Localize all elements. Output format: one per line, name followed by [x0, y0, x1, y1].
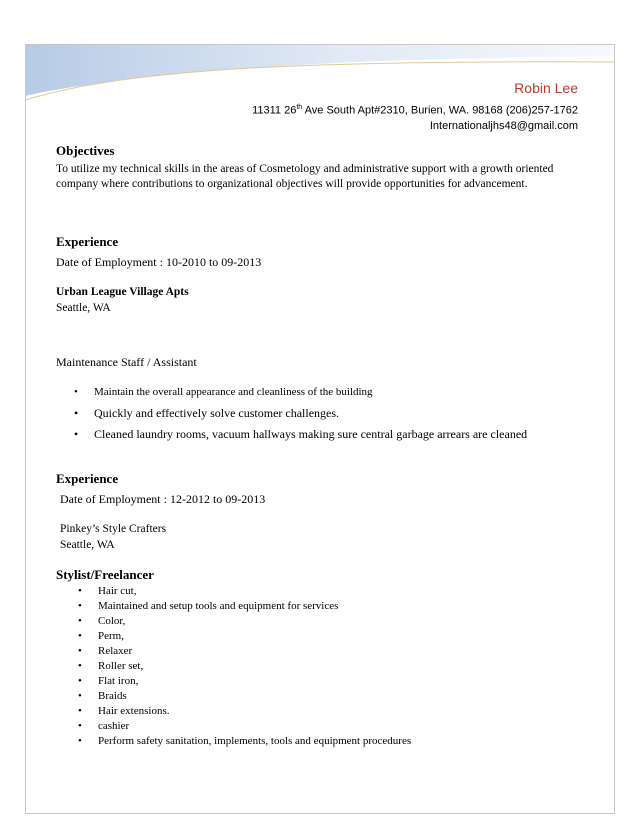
list-item: • Hair extensions. — [56, 704, 586, 719]
experience-heading-2: Experience — [56, 471, 119, 486]
objectives-text: To utilize my technical skills in the areas of Cosmetology and administrative support with a growth oriented company where contributions to organizational objectives will provide opportunities for advancement. — [56, 163, 554, 190]
job-title-2: Stylist/Freelancer — [56, 567, 154, 582]
email-line: Internationaljhs48@gmail.com — [429, 119, 578, 132]
list-item: • Maintain the overall appearance and cleanliness of the building — [56, 382, 586, 403]
list-item: • Cleaned laundry rooms, vacuum hallways making sure central garbage arrears are cleaned — [56, 424, 586, 445]
employer-name-2: Pinkey’s Style Crafters — [60, 523, 167, 535]
employment-date-2: Date of Employment : 12-2012 to 09-2013 — [60, 492, 266, 506]
candidate-name: Robin Lee — [514, 80, 578, 96]
contact-block — [252, 80, 578, 134]
address-line: 11311 26th Ave South Apt#2310, Burien, WA. 98168 (206)257-1762 — [252, 104, 578, 117]
list-item: • Perform safety sanitation, implements, tools and equipment procedures — [56, 734, 586, 749]
duties-list-1 — [56, 382, 586, 445]
list-item: • Roller set, — [56, 659, 586, 674]
job-title-1: Maintenance Staff / Assistant — [56, 355, 197, 369]
list-item: • cashier — [56, 719, 586, 734]
employer-location-2: Seattle, WA — [60, 539, 115, 551]
objectives-heading: Objectives — [56, 143, 115, 158]
experience-heading-1: Experience — [56, 234, 119, 249]
list-item: • Braids — [56, 689, 586, 704]
employment-date-1: Date of Employment : 10-2010 to 09-2013 — [56, 255, 262, 269]
resume-body — [56, 143, 586, 749]
list-item: • Maintained and setup tools and equipment for services — [56, 599, 586, 614]
list-item: • Quickly and effectively solve customer challenges. — [56, 403, 586, 424]
employer-name-1: Urban League Village Apts — [56, 286, 189, 298]
list-item: • Flat iron, — [56, 674, 586, 689]
duties-list-2 — [56, 584, 586, 749]
employer-location-1: Seattle, WA — [56, 302, 111, 314]
list-item: • Perm, — [56, 629, 586, 644]
list-item: • Color, — [56, 614, 586, 629]
list-item: • Relaxer — [56, 644, 586, 659]
list-item: • Hair cut, — [56, 584, 586, 599]
